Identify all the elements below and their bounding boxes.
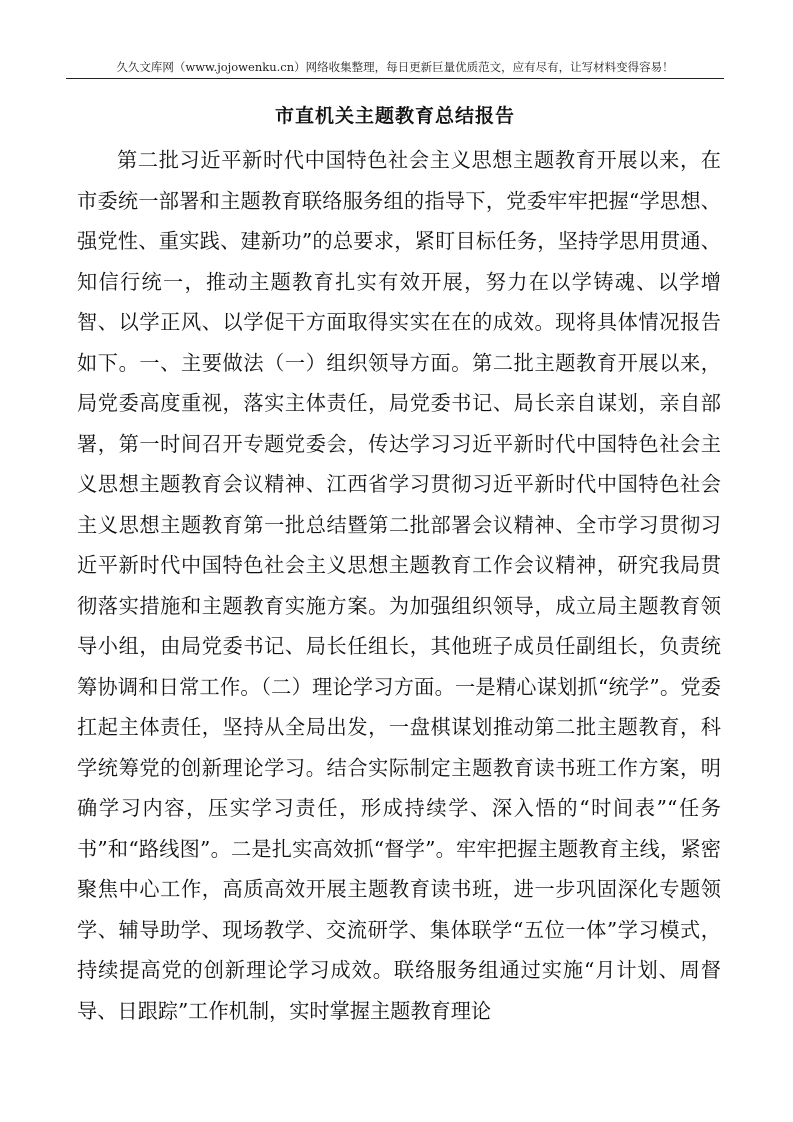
header-divider	[66, 78, 724, 79]
page-header-note: 久久文库网（www.jojowenku.cn）网络收集整理，每日更新巨量优质范文，应有尽有，让写材料变得容易！	[116, 60, 674, 74]
document-title: 市直机关主题教育总结报告	[274, 105, 515, 127]
document-body: 第二批习近平新时代中国特色社会主义思想主题教育开展以来，在市委统一部署和主题教育联络服务组的指导下，党委牢牢把握“学思想、强党性、重实践、建新功”的总要求，紧盯目标任务，坚持学思用贯通、知信行统一，推动主题教育扎实有效开展，努力在以学铸魂、以学增智、以学正风、以学促干方面取得实实在在的成效。现将具体情况报告如下。一、主要做法（一）组织领导方面。第二批主题教育开展以来，局党委高度重视，落实主体责任，局党委书记、局长亲自谋划，亲自部署，第一时间召开专题党委会，传达学习习近平新时代中国特色社会主义思想主题教育会议精神、江西省学习贯彻习近平新时代中国特色社会主义思想主题教育第一批总结暨第二批部署会议精神、全市学习贯彻习近平新时代中国特色社会主义思想主题教育工作会议精神，研究我局贯彻落实措施和主题教育实施方案。为加强组织领导，成立局主题教育领导小组，由局党委书记、局长任组长，其他班子成员任副组长，负责统筹协调和日常工作。（二）理论学习方面。一是精心谋划抓“统学”。党委扛起主体责任，坚持从全局出发，一盘棋谋划推动第二批主题教育，科学统筹党的创新理论学习。结合实际制定主题教育读书班工作方案，明确学习内容，压实学习责任，形成持续学、深入悟的“时间表”“任务书”和“路线图”。二是扎实高效抓“督学”。牢牢把握主题教育主线，紧密聚焦中心工作，高质高效开展主题教育读书班，进一步巩固深化专题领学、辅导助学、现场教学、交流研学、集体联学“五位一体”学习模式，持续提高党的创新理论学习成效。联络服务组通过实施“月计划、周督导、日跟踪”工作机制，实时掌握主题教育理论	[77, 148, 721, 1023]
